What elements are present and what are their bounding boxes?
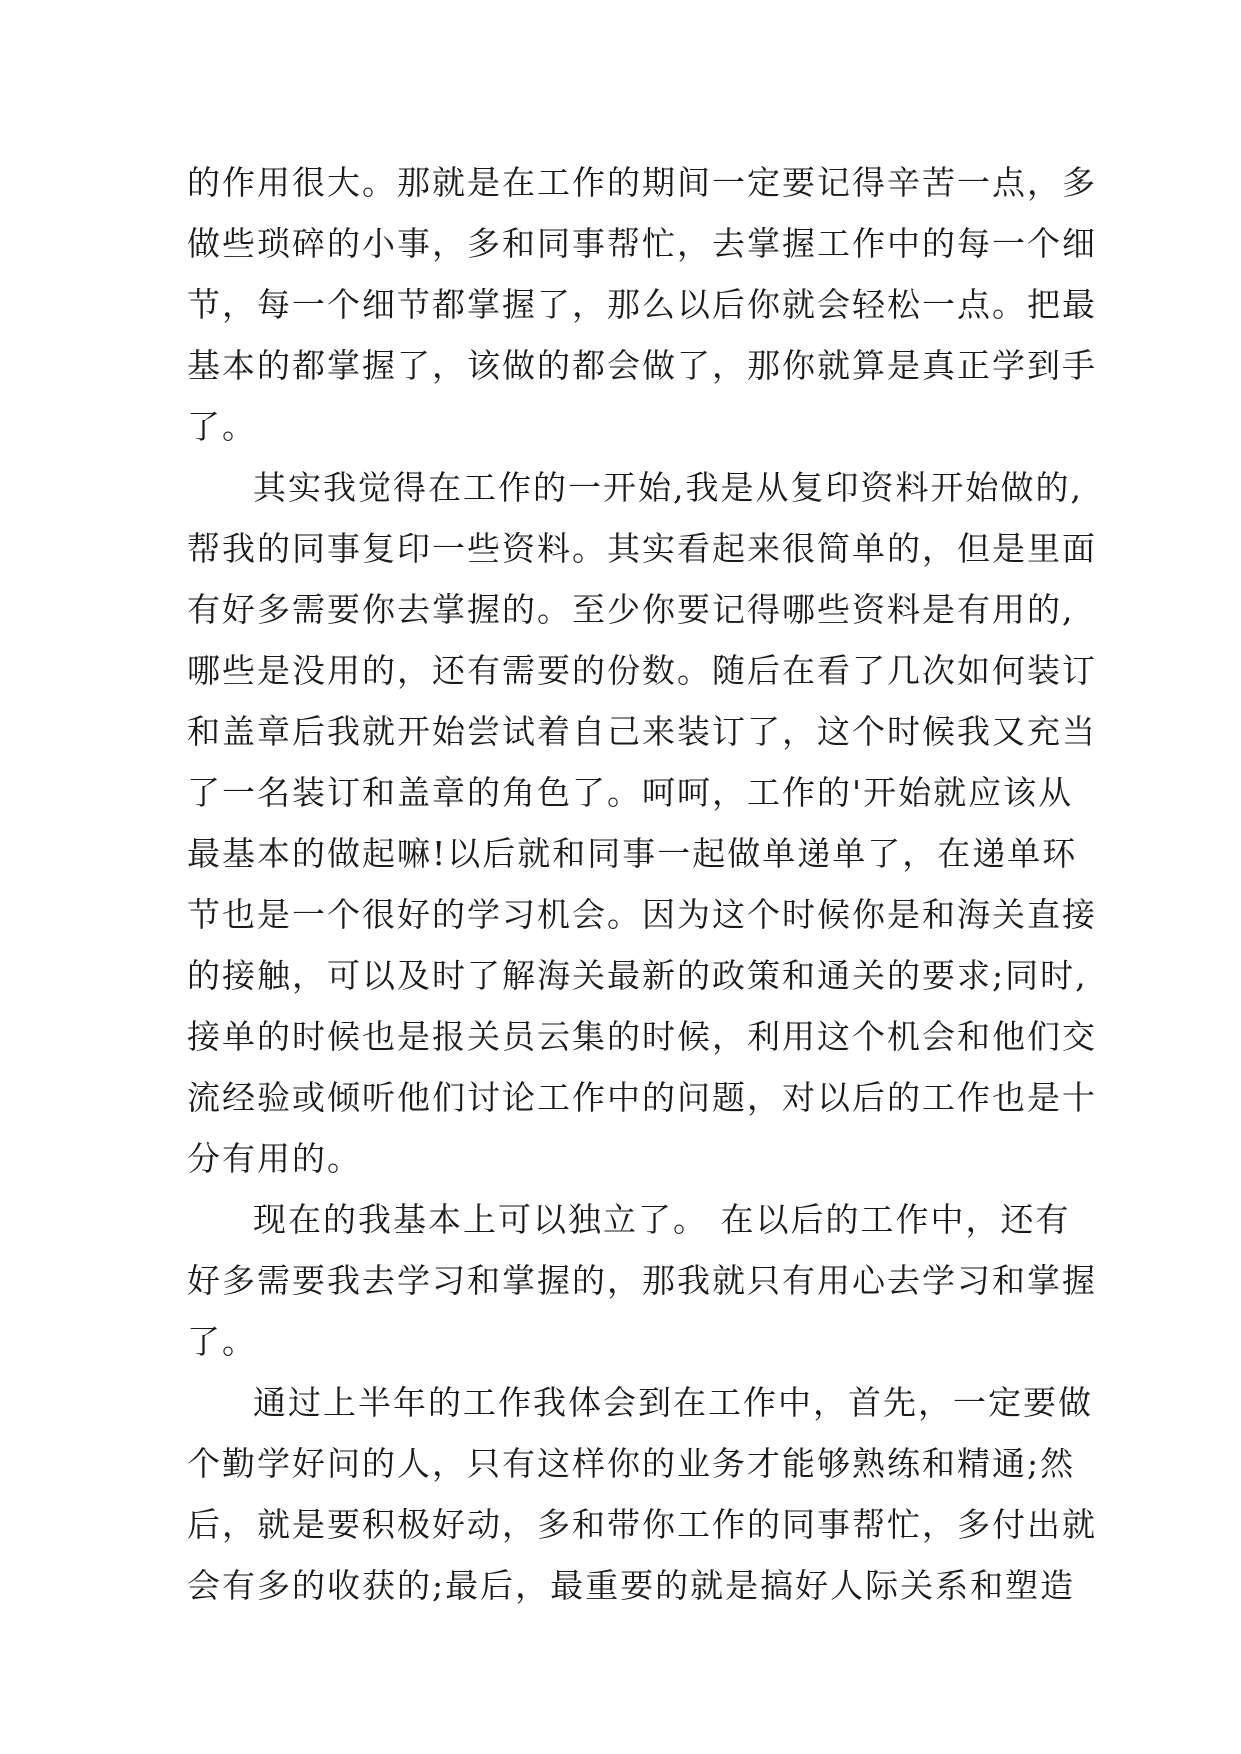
paragraph-4	[187, 1372, 1097, 1616]
text-line: 了。	[187, 407, 257, 446]
text-line: 的作用很大。那就是在工作的期间一定要记得辛苦一点，多	[187, 163, 1097, 202]
text-line: 有好多需要你去掌握的。至少你要记得哪些资料是有用的,	[187, 590, 1075, 629]
text-line: 分有用的。	[187, 1139, 362, 1178]
text-line: 节，每一个细节都掌握了，那么以后你就会轻松一点。把最	[187, 285, 1097, 324]
text-line: 最基本的做起嘛!以后就和同事一起做单递单了，在递单环	[187, 834, 1078, 873]
paragraph-1	[187, 152, 1097, 457]
text-line: 节也是一个很好的学习机会。因为这个时候你是和海关直接	[187, 895, 1097, 934]
text-line: 和盖章后我就开始尝试着自己来装订了，这个时候我又充当	[187, 712, 1097, 751]
paragraph-2	[187, 457, 1097, 1189]
text-line: 会有多的收获的;最后，最重要的就是搞好人际关系和塑造	[187, 1566, 1076, 1605]
text-line: 帮我的同事复印一些资料。其实看起来很简单的，但是里面	[187, 529, 1097, 568]
text-line: 了一名装订和盖章的角色了。呵呵，工作的'开始就应该从	[187, 773, 1074, 812]
paragraph-3	[187, 1189, 1097, 1372]
text-line: 哪些是没用的，还有需要的份数。随后在看了几次如何装订	[187, 651, 1097, 690]
document-body	[187, 152, 1097, 1616]
text-line: 通过上半年的工作我体会到在工作中，首先，一定要做	[253, 1383, 1093, 1422]
text-line: 基本的都掌握了，该做的都会做了，那你就算是真正学到手	[187, 346, 1097, 385]
text-line: 好多需要我去学习和掌握的，那我就只有用心去学习和掌握	[187, 1261, 1097, 1300]
text-line: 后，就是要积极好动，多和带你工作的同事帮忙，多付出就	[187, 1505, 1097, 1544]
text-line: 的接触，可以及时了解海关最新的政策和通关的要求;同时,	[187, 956, 1088, 995]
text-line: 流经验或倾听他们讨论工作中的问题，对以后的工作也是十	[187, 1078, 1097, 1117]
text-line: 其实我觉得在工作的一开始,我是从复印资料开始做的,	[253, 468, 1083, 507]
text-line: 做些琐碎的小事，多和同事帮忙，去掌握工作中的每一个细	[187, 224, 1097, 263]
text-line: 了。	[187, 1322, 257, 1361]
text-line: 接单的时候也是报关员云集的时候，利用这个机会和他们交	[187, 1017, 1097, 1056]
text-line: 个勤学好问的人，只有这样你的业务才能够熟练和精通;然	[187, 1444, 1076, 1483]
text-line: 现在的我基本上可以独立了。 在以后的工作中，还有	[253, 1200, 1071, 1239]
